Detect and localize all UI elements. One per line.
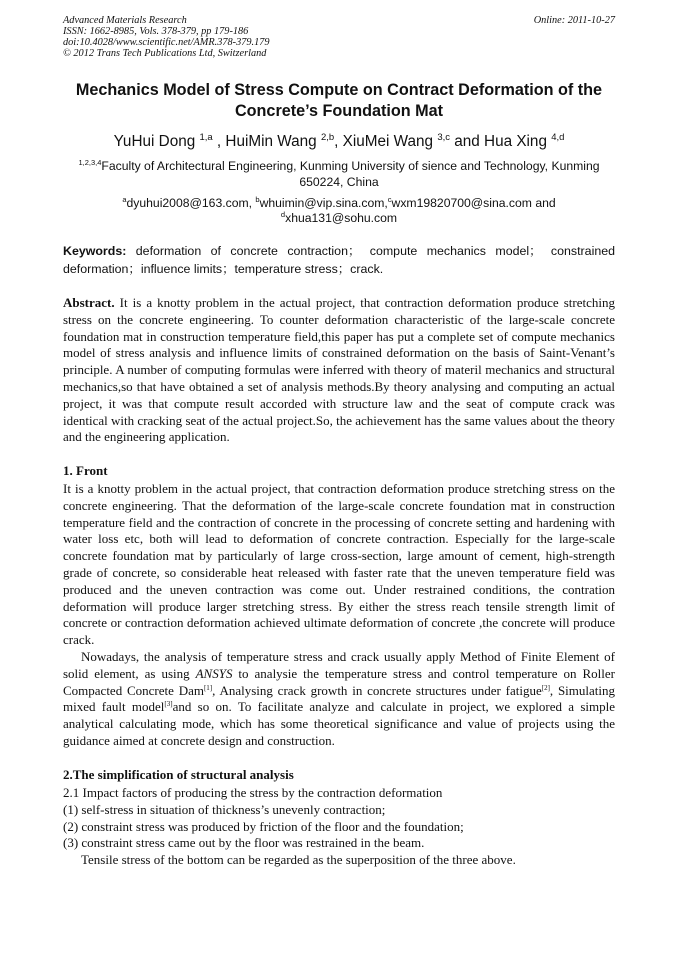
list-item: (1) self-stress in situation of thickness’s unevenly contraction; [63,801,386,817]
author-sup: 2,b [320,132,335,143]
paragraph: Tensile stress of the bottom can be regarded as the superposition of the three above. [81,852,516,868]
software-name: ANSYS [195,665,233,681]
section-body [63,785,615,869]
email-list [80,196,598,226]
citation[interactable]: [2] [541,683,550,692]
affiliation-text: Faculty of Architectural Engineering, Kunming University of sience and Technology, Kunming 650224, China [101,159,600,189]
email[interactable]: dyuhui2008@163.com, [126,196,256,210]
keywords-text: deformation of concrete contraction； compute mechanics model； constrained deformation；influence limits；temperature stress；crack. [63,244,615,276]
email[interactable]: xhua131@sohu.com [285,211,398,225]
affiliation [63,158,615,190]
author: YuHui Dong [113,133,200,150]
author-sup: 4,d [551,132,565,143]
citation[interactable]: [1] [203,683,213,692]
issn: ISSN: 1662-8985, Vols. 378-379, pp 179-186 [63,26,249,37]
keywords-label: Keywords: [63,244,127,258]
text: , Analysing crack growth in concrete structures under fatigue [212,682,542,698]
list-item: (2) constraint stress was produced by friction of the floor and the foundation; [63,818,464,834]
affiliation-sup: 1,2,3,4 [78,158,102,167]
copyright: © 2012 Trans Tech Publications Ltd, Switzerland [63,48,267,59]
paper-title [63,80,615,122]
author-sup: 3,c [437,132,450,143]
title-line: Mechanics Model of Stress Compute on Contract Deformation of the [75,81,603,99]
paragraph: It is a knotty problem in the actual project, that contraction deformation produce stretching stress on the concrete engineering. That the deformation of the large-scale concrete foundation mat in construction temperature field and the contraction of concrete in the processing of concrete setting and hardening with water loss etc, both will lead to deformation of concrete contraction. Especially for the large-scale concrete foundation mat by particularly of large cross-section, large amount of cement, high-strength grade of concrete, so considerable heat released with faster rate that the uneven temperature field was produced and the uneven contraction was come out. Under restrained conditions, the contration deformation will produce larger stretching stress. By either the stress reach tensile strength limit of concrete or contraction deformation achieved ultimate deformation of concrete ,the concrete will produce crack. [63,481,615,648]
author: , XiuMei Wang [334,133,438,150]
author-list [63,132,615,152]
email-sup: b [255,195,260,204]
title-line: Concrete’s Foundation Mat [234,102,444,120]
doi: doi:10.4028/www.scientific.net/AMR.378-379.179 [63,37,270,48]
abstract-text: It is a knotty problem in the actual project, that contraction deformation produce stretching stress on the concrete engineering. To counter deformation characteristic of the large-scale concrete foundation mat in construction temperature field,this paper has put a complete set of compute mechanics model of stress analysis and influence limits of constrained deformation on the basis of Saint-Venant’s principle. A number of computing formulas were inferred with theory of materil mechanics and structural mechanics,so that have obtained a set of analysis methods.By theory analysing and computing an actual project, it was that compute result accorded with structure law and the seat of compute crack was identical with cracking seat of the actual project.So, the achievement has the same values about the theory and the engineering application. [63,295,615,445]
abstract [63,295,615,446]
email[interactable]: whuimin@vip.sina.com, [259,196,388,210]
text: to analysie the temperature stress and control temperature on Roller Compacted Concrete Dam [63,665,615,698]
author: and Hua Xing [450,133,552,150]
email[interactable]: wxm19820700@sina.com and [391,196,556,210]
journal-name: Advanced Materials Research [63,15,187,26]
citation[interactable]: [3] [164,700,173,709]
online-date: Online: 2011-10-27 [533,15,615,26]
keywords [63,242,615,278]
author-sup: 1,a [199,132,213,143]
text: , Simulating mixed fault model [63,682,615,715]
section-heading: 1. Front [63,463,108,478]
email-sup: a [122,195,127,204]
journal-header [63,15,270,59]
abstract-label: Abstract. [63,295,115,310]
text: Nowadays, the analysis of temperature stress and crack usually apply Method of Finite Element of solid element, as using [63,649,615,681]
paragraph [63,649,615,750]
email-sup: c [387,195,392,204]
section-heading: 2.The simplification of structural analysis [63,767,294,782]
list-item: (3) constraint stress came out by the floor was restrained in the beam. [63,835,425,851]
text: and so on. To facilitate analyze and calculate in project, we explored a simple analytical calculating mode, which has some theoretical significance and value of projects using the guidance aimed at concrete design and construction. [63,699,616,748]
email-sup: d [280,210,286,219]
author: , HuiMin Wang [212,133,321,150]
subsection-heading: 2.1 Impact factors of producing the stress by the contraction deformation [63,785,443,800]
